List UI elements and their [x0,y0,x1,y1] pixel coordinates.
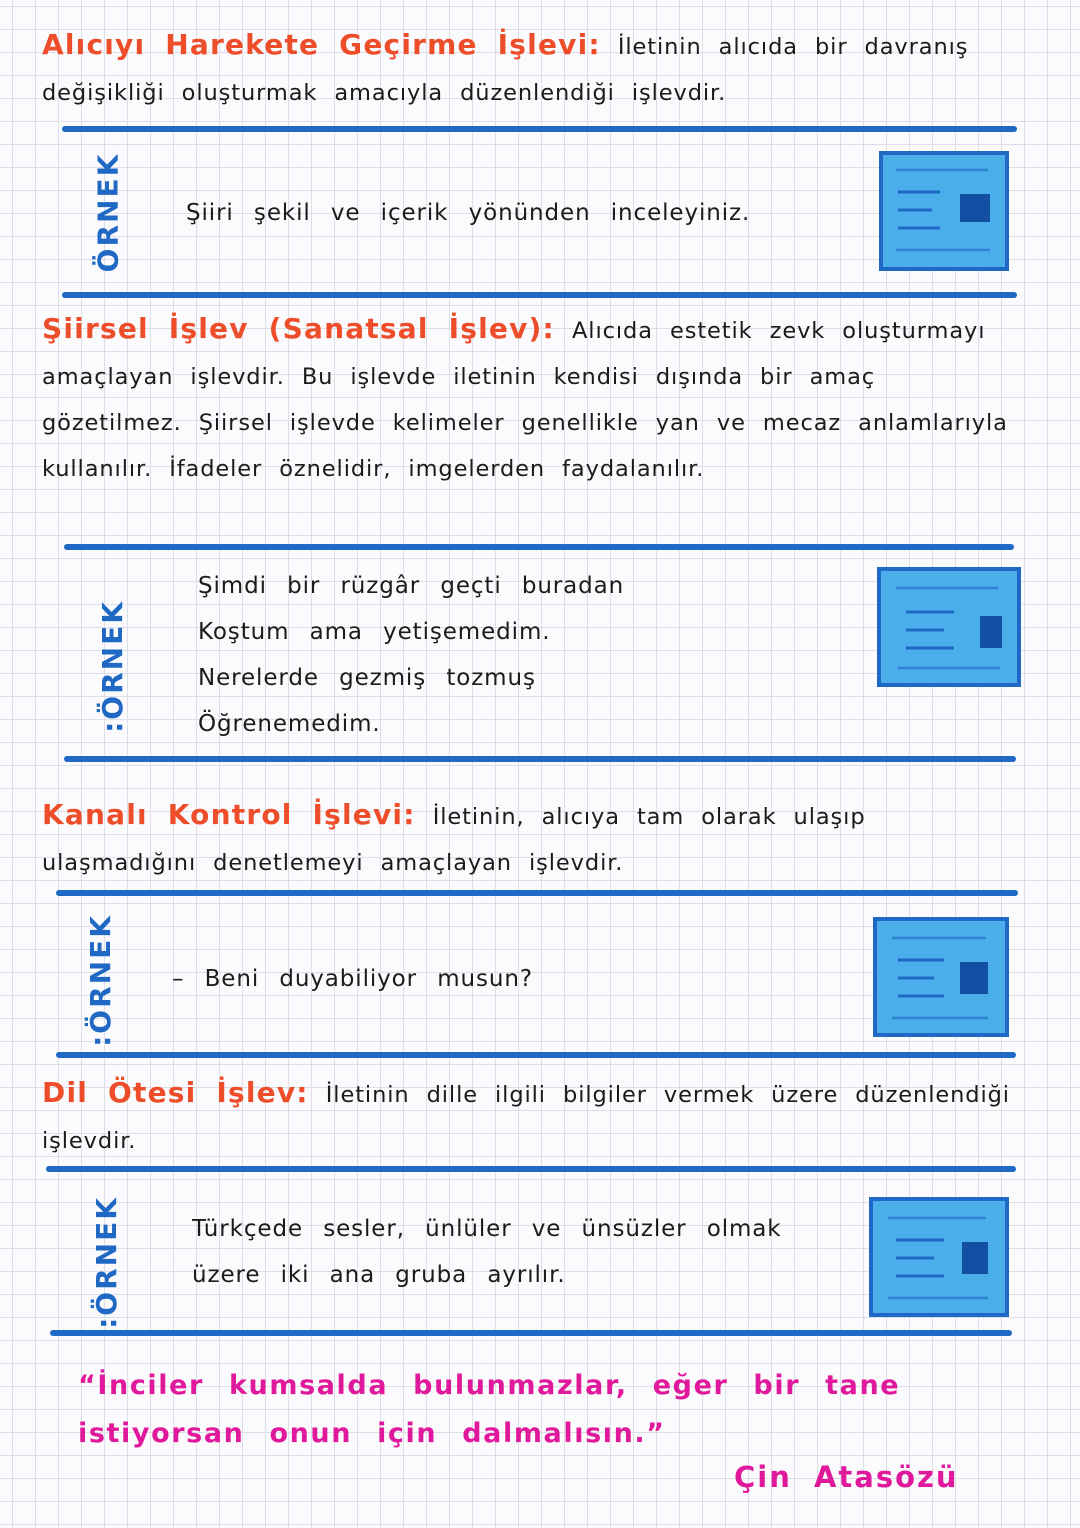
example-line: Türkçede sesler, ünlüler ve ünsüzler olmak [192,1216,782,1242]
section-4-term: Dil Ötesi İşlev: [42,1076,309,1109]
example-line: – Beni duyabiliyor musun? [172,966,533,992]
example-label: :ÖRNEK [89,1195,123,1329]
example-line: Öğrenemedim. [198,711,381,737]
example-label: :ÖRNEK [83,913,117,1047]
divider [62,292,1017,298]
example-line: üzere iki ana gruba ayrılır. [192,1262,566,1288]
section-1-example [186,190,750,236]
section-3-term: Kanalı Kontrol İşlevi: [42,798,416,831]
section-1-term: Alıcıyı Harekete Geçirme İşlevi: [42,28,601,61]
example-line: Şiiri şekil ve içerik yönünden inceleyiniz. [186,200,751,226]
section-3-definition: İletinin, alıcıya tam olarak ulaşıp ulaşmadığını denetlemeyi amaçlayan işlevdir. [42,804,866,876]
section-4-example [192,1206,782,1298]
section-2-heading [42,306,1027,492]
example-line: Nerelerde gezmiş tozmuş [198,665,536,691]
quote-text: “İnciler kumsalda bulunmazlar, eğer bir tane istiyorsan onun için dalmalısın.” [78,1370,901,1449]
divider [50,1330,1012,1336]
example-line: Koştum ama yetişemedim. [198,619,551,645]
document-icon [876,566,1022,692]
document-icon [868,1196,1010,1322]
section-3-heading [42,792,1027,886]
divider [64,544,1014,550]
section-4-heading [42,1070,1027,1164]
section-1-heading [42,22,1027,116]
divider [62,126,1017,132]
quote-source: Çin Atasözü [734,1460,959,1494]
section-2-term: Şiirsel İşlev (Sanatsal İşlev): [42,312,555,345]
example-label: :ÖRNEK [95,599,129,733]
divider [64,756,1016,762]
document-icon [878,150,1010,276]
section-1-definition: İletinin alıcıda bir davranış değişikliği oluşturmak amacıyla düzenlendiği işlevdir. [42,34,969,106]
example-label: ÖRNEK [91,152,125,272]
divider [56,1052,1016,1058]
section-2-definition: Alıcıda estetik zevk oluşturmayı amaçlayan işlevdir. Bu işlevde iletinin kendisi dışında bir amaç gözetilmez. Şiirsel işlevde kelimeler genellikle yan ve mecaz anlamlarıyla kullanılır. İfadeler öznelidir, imgelerden faydalanılır. [42,318,1008,482]
section-3-example [172,956,533,1002]
divider [46,1166,1016,1172]
section-2-example [198,563,624,747]
document-icon [872,916,1010,1042]
section-4-definition: İletinin dille ilgili bilgiler vermek üzere düzenlendiği işlevdir. [42,1082,1010,1154]
example-line: Şimdi bir rüzgâr geçti buradan [198,573,625,599]
divider [56,890,1018,896]
